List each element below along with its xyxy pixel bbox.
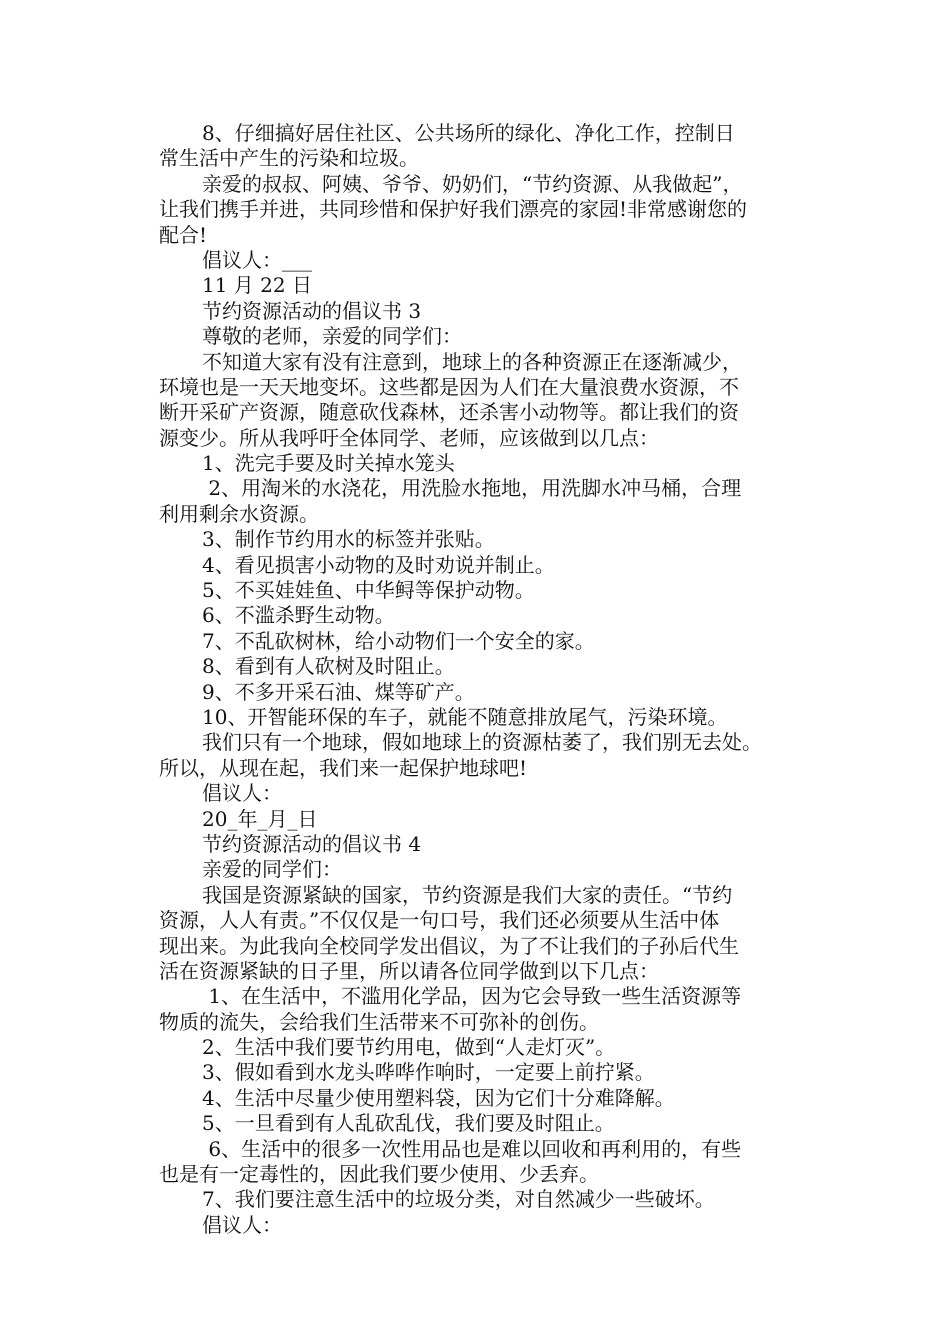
list-item: 9、不多开采石油、煤等矿产。 (202, 679, 475, 704)
paragraph-line: 资源，人人有责。”不仅仅是一句口号，我们还必须要从生活中体 (159, 908, 720, 933)
list-item: 6、不滥杀野生动物。 (202, 603, 395, 628)
paragraph-line: 不知道大家有没有注意到，地球上的各种资源正在逐渐减少， (202, 349, 742, 374)
section-title: 节约资源活动的倡议书 4 (202, 831, 422, 856)
document-body (159, 121, 839, 1238)
list-item-continued: 物质的流失，会给我们生活带来不可弥补的创伤。 (159, 1009, 599, 1034)
signature-line: 倡议人： (202, 781, 282, 806)
list-item: 8、看到有人砍树及时阻止。 (202, 654, 455, 679)
date-line: 20_年_月_日 (202, 806, 318, 831)
signature-line: 倡议人：___ (202, 247, 312, 272)
paragraph-line: 亲爱的叔叔、阿姨、爷爷、奶奶们，“节约资源、从我做起”， (202, 171, 743, 196)
list-item: 1、在生活中，不滥用化学品，因为它会导致一些生活资源等 (202, 984, 742, 1009)
paragraph-line: 活在资源紧缺的日子里，所以请各位同学做到以下几点： (159, 958, 659, 983)
paragraph-line: 现出来。为此我向全校同学发出倡议，为了不让我们的子孙后代生 (159, 933, 739, 958)
list-item: 1、洗完手要及时关掉水笼头 (202, 451, 455, 476)
list-item: 10、开智能环保的车子，就能不随意排放尾气，污染环境。 (202, 704, 728, 729)
paragraph-line: 环境也是一天天地变坏。这些都是因为人们在大量浪费水资源，不 (159, 374, 739, 399)
paragraph-line: 让我们携手并进，共同珍惜和保护好我们漂亮的家园!非常感谢您的 (159, 197, 748, 222)
section-title: 节约资源活动的倡议书 3 (202, 298, 422, 323)
list-item: 7、我们要注意生活中的垃圾分类，对自然减少一些破坏。 (202, 1187, 715, 1212)
list-item: 6、生活中的很多一次性用品也是难以回收和再利用的，有些 (202, 1136, 742, 1161)
paragraph-line: 源变少。所从我呼吁全体同学、老师，应该做到以几点： (159, 425, 659, 450)
signature-line: 倡议人： (202, 1212, 282, 1237)
list-item: 5、一旦看到有人乱砍乱伐，我们要及时阻止。 (202, 1111, 615, 1136)
paragraph-line: 常生活中产生的污染和垃圾。 (159, 146, 419, 171)
list-item: 7、不乱砍树林，给小动物们一个安全的家。 (202, 628, 595, 653)
salutation: 尊敬的老师，亲爱的同学们： (202, 324, 462, 349)
date-line: 11 月 22 日 (202, 273, 312, 298)
list-item: 4、生活中尽量少使用塑料袋，因为它们十分难降解。 (202, 1085, 675, 1110)
salutation: 亲爱的同学们： (202, 857, 342, 882)
list-item: 3、假如看到水龙头哗哗作响时，一定要上前拧紧。 (202, 1060, 655, 1085)
paragraph-line: 配合! (159, 222, 208, 247)
list-item-continued: 利用剩余水资源。 (159, 501, 319, 526)
list-item-continued: 也是有一定毒性的，因此我们要少使用、少丢弃。 (159, 1162, 599, 1187)
list-item: 2、用淘米的水浇花，用洗脸水拖地，用洗脚水冲马桶，合理 (202, 476, 742, 501)
paragraph-line: 我国是资源紧缺的国家，节约资源是我们大家的责任。“节约 (202, 882, 733, 907)
paragraph-line: 我们只有一个地球，假如地球上的资源枯萎了，我们别无去处。 (202, 730, 762, 755)
list-item: 3、制作节约用水的标签并张贴。 (202, 527, 495, 552)
paragraph-line: 8、仔细搞好居住社区、公共场所的绿化、净化工作，控制日 (202, 121, 735, 145)
list-item: 4、看见损害小动物的及时劝说并制止。 (202, 552, 555, 577)
list-item: 5、不买娃娃鱼、中华鲟等保护动物。 (202, 578, 535, 603)
list-item: 2、生活中我们要节约用电，做到“人走灯灭”。 (202, 1035, 616, 1060)
paragraph-line: 所以，从现在起，我们来一起保护地球吧! (159, 755, 528, 780)
paragraph-line: 断开采矿产资源，随意砍伐森林，还杀害小动物等。都让我们的资 (159, 400, 739, 425)
